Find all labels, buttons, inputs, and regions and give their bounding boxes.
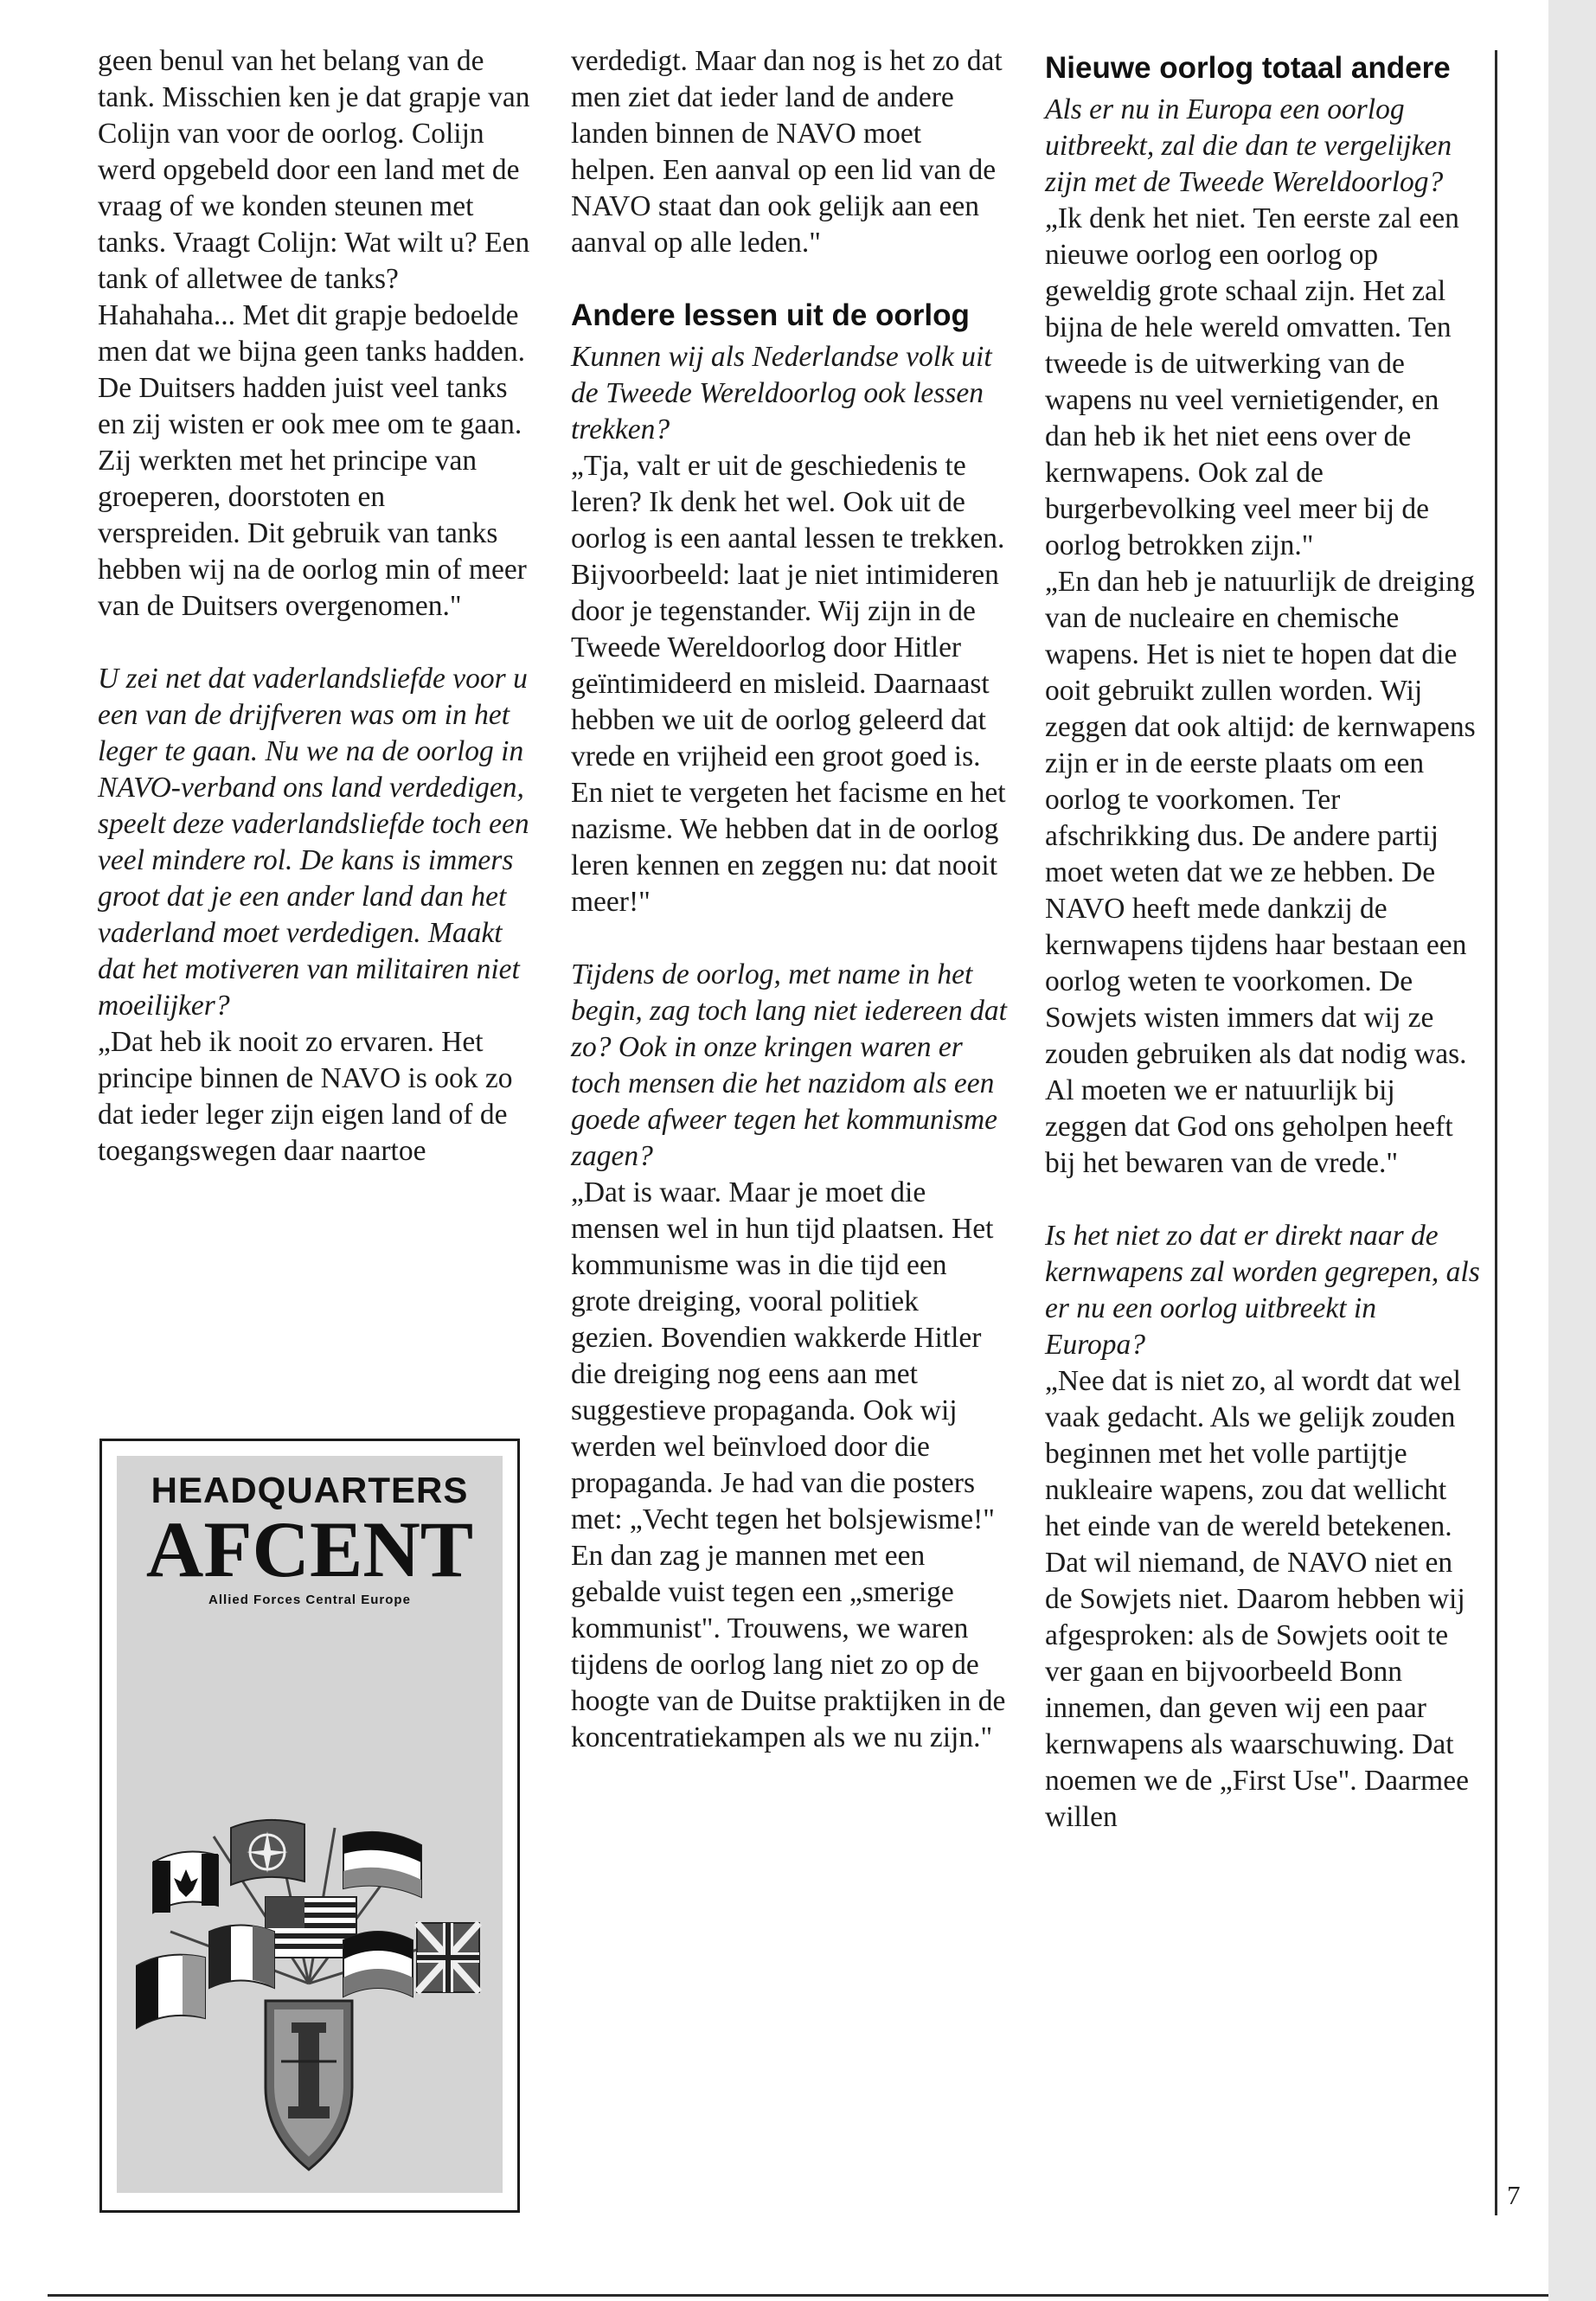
flags-emblem-icon bbox=[136, 1802, 482, 2174]
column-left bbox=[98, 43, 535, 1170]
interview-question: U zei net dat vaderlandsliefde voor u een van de drijfveren was om in het leger te gaan. Nu we na de oorlog in NAVO-verband ons land verdedigen, speelt deze vaderlandsliefde toch een veel mindere rol. De kans is immers groot dat je een ander land dan het vaderland moet verdedigen. Maakt dat het motiveren van militairen niet moeilijker? bbox=[98, 663, 529, 1022]
france-flag-icon bbox=[209, 1926, 274, 1989]
poster-subtitle: Allied Forces Central Europe bbox=[208, 1593, 411, 1607]
column-rule bbox=[1495, 50, 1497, 2215]
interview-answer: „Tja, valt er uit de geschiedenis te leren? Ik denk het wel. Ook uit de oorlog is een aantal lessen te trekken. Bijvoorbeeld: laat je niet intimideren door je tegenstander. Wij zijn in de Tweede Wereldoorlog door Hitler geïntimideerd en misleid. Daarnaast hebben we uit de oorlog geleerd dat vrede en vrijheid een groot goed is. En niet te vergeten het facisme en het nazisme. We hebben dat in de oorlog leren kennen en zeggen nu: dat nooit meer!" bbox=[571, 450, 1006, 918]
afcent-shield-icon bbox=[266, 2001, 352, 2170]
poster-background bbox=[117, 1456, 503, 2193]
paragraph: geen benul van het belang van de tank. Misschien ken je dat grapje van Colijn van voor de oorlog. Colijn werd opgebeld door een land met de vraag of we konden steunen met tanks. Vraagt Colijn: Wat wilt u? Een tank of alletwee de tanks? Hahahaha... Met dit grapje bedoelde men dat we bijna geen tanks hadden. De Duitsers hadden juist veel tanks en zij wisten er ook mee om te gaan. Zij werkten met het principe van groeperen, doorstoten en verspreiden. Dit gebruik van tanks hebben wij na de oorlog min of meer van de Duitsers overgenomen." bbox=[98, 45, 530, 622]
nato-flag-icon bbox=[231, 1820, 304, 1885]
luxembourg-flag-icon bbox=[343, 1932, 413, 1997]
belgium-flag-icon bbox=[136, 1955, 205, 2029]
interview-answer: „Dat heb ik nooit zo ervaren. Het principe binnen de NAVO is ook zo dat ieder leger zijn eigen land of de toegangswegen daar naartoe bbox=[98, 1026, 513, 1167]
bottom-rule bbox=[48, 2294, 1548, 2297]
interview-answer: „En dan heb je natuurlijk de dreiging van de nucleaire en chemische wapens. Het is niet te hopen dat die ooit gebruikt zullen worden. Wij zeggen dat ook altijd: de kernwapens zijn er in de eerste plaats om een oorlog te voorkomen. Ter afschrikking dus. De andere partij moet weten dat we ze hebben. De NAVO heeft mede dankzij de kernwapens tijdens haar bestaan een oorlog weten te voorkomen. De Sowjets wisten immers dat wij ze zouden gebruiken als dat nodig was. Al moeten we er natuurlijk bij zeggen dat God ons geholpen heeft bij het bewaren van de vrede." bbox=[1045, 566, 1476, 1179]
poster-headline: HEADQUARTERS bbox=[151, 1470, 469, 1510]
section-heading: Nieuwe oorlog totaal andere bbox=[1045, 51, 1451, 85]
column-right bbox=[1045, 43, 1482, 1836]
afcent-poster bbox=[99, 1439, 520, 2213]
paragraph: verdedigt. Maar dan nog is het zo dat men ziet dat ieder land de andere landen binnen de NAVO moet helpen. Een aanval op een lid van de NAVO staat dan ook gelijk aan een aanval op alle leden." bbox=[571, 45, 1003, 259]
germany-flag-icon bbox=[343, 1832, 421, 1897]
interview-answer: „Ik denk het niet. Ten eerste zal een nieuwe oorlog een oorlog op geweldig grote schaal zijn. Het zal bijna de hele wereld omvatten. Ten tweede is de uitwerking van de wapens nu veel vernietigender, en dan heb ik het niet eens over de kernwapens. Ook zal de burgerbevolking veel meer bij de oorlog betrokken zijn." bbox=[1045, 202, 1459, 561]
interview-question: Als er nu in Europa een oorlog uitbreekt, zal die dan te vergelijken zijn met de Tweede Wereldoorlog? bbox=[1045, 93, 1452, 198]
interview-question: Tijdens de oorlog, met name in het begin, zag toch lang niet iedereen dat zo? Ook in onze kringen waren er toch mensen die het nazidom als een goede afweer tegen het kommunisme zagen? bbox=[571, 958, 1007, 1172]
interview-answer: „Nee dat is niet zo, al wordt dat wel vaak gedacht. Als we gelijk zouden beginnen met het volle partijtje nukleaire wapens, zou dat wellicht het einde van de wereld betekenen. Dat wil niemand, de NAVO niet en de Sowjets niet. Daarom hebben wij afgesproken: als de Sowjets ooit te ver gaan en bijvoorbeeld Bonn innemen, dan geven wij een paar kernwapens als waarschuwing. Dat noemen we de „First Use". Daarmee willen bbox=[1045, 1365, 1469, 1833]
interview-question: Kunnen wij als Nederlandse volk uit de Tweede Wereldoorlog ook lessen trekken? bbox=[571, 341, 992, 445]
poster-title: AFCENT bbox=[145, 1505, 474, 1593]
column-middle bbox=[571, 43, 1008, 1756]
canada-flag-icon bbox=[153, 1852, 218, 1913]
section-heading: Andere lessen uit de oorlog bbox=[571, 298, 970, 332]
page-number: 7 bbox=[1507, 2180, 1521, 2210]
uk-flag-icon bbox=[417, 1923, 479, 1992]
interview-answer: „Dat is waar. Maar je moet die mensen wel in hun tijd plaatsen. Het kommunisme was in die tijd een grote dreiging, vooral politiek gezien. Bovendien wakkerde Hitler die dreiging nog eens aan met suggestieve propaganda. Ook wij werden wel beïnvloed door die propaganda. Je had van die posters met: „Vecht tegen het bolsjewisme!" En dan zag je mannen met een gebalde vuist tegen een „smerige kommunist". Trouwens, we waren tijdens de oorlog lang niet zo op de hoogte van de Duitse praktijken in de koncentratiekampen als we nu zijn." bbox=[571, 1176, 1006, 1753]
interview-question: Is het niet zo dat er direkt naar de kernwapens zal worden gegrepen, als er nu een oorlog uitbreekt in Europa? bbox=[1045, 1220, 1480, 1361]
